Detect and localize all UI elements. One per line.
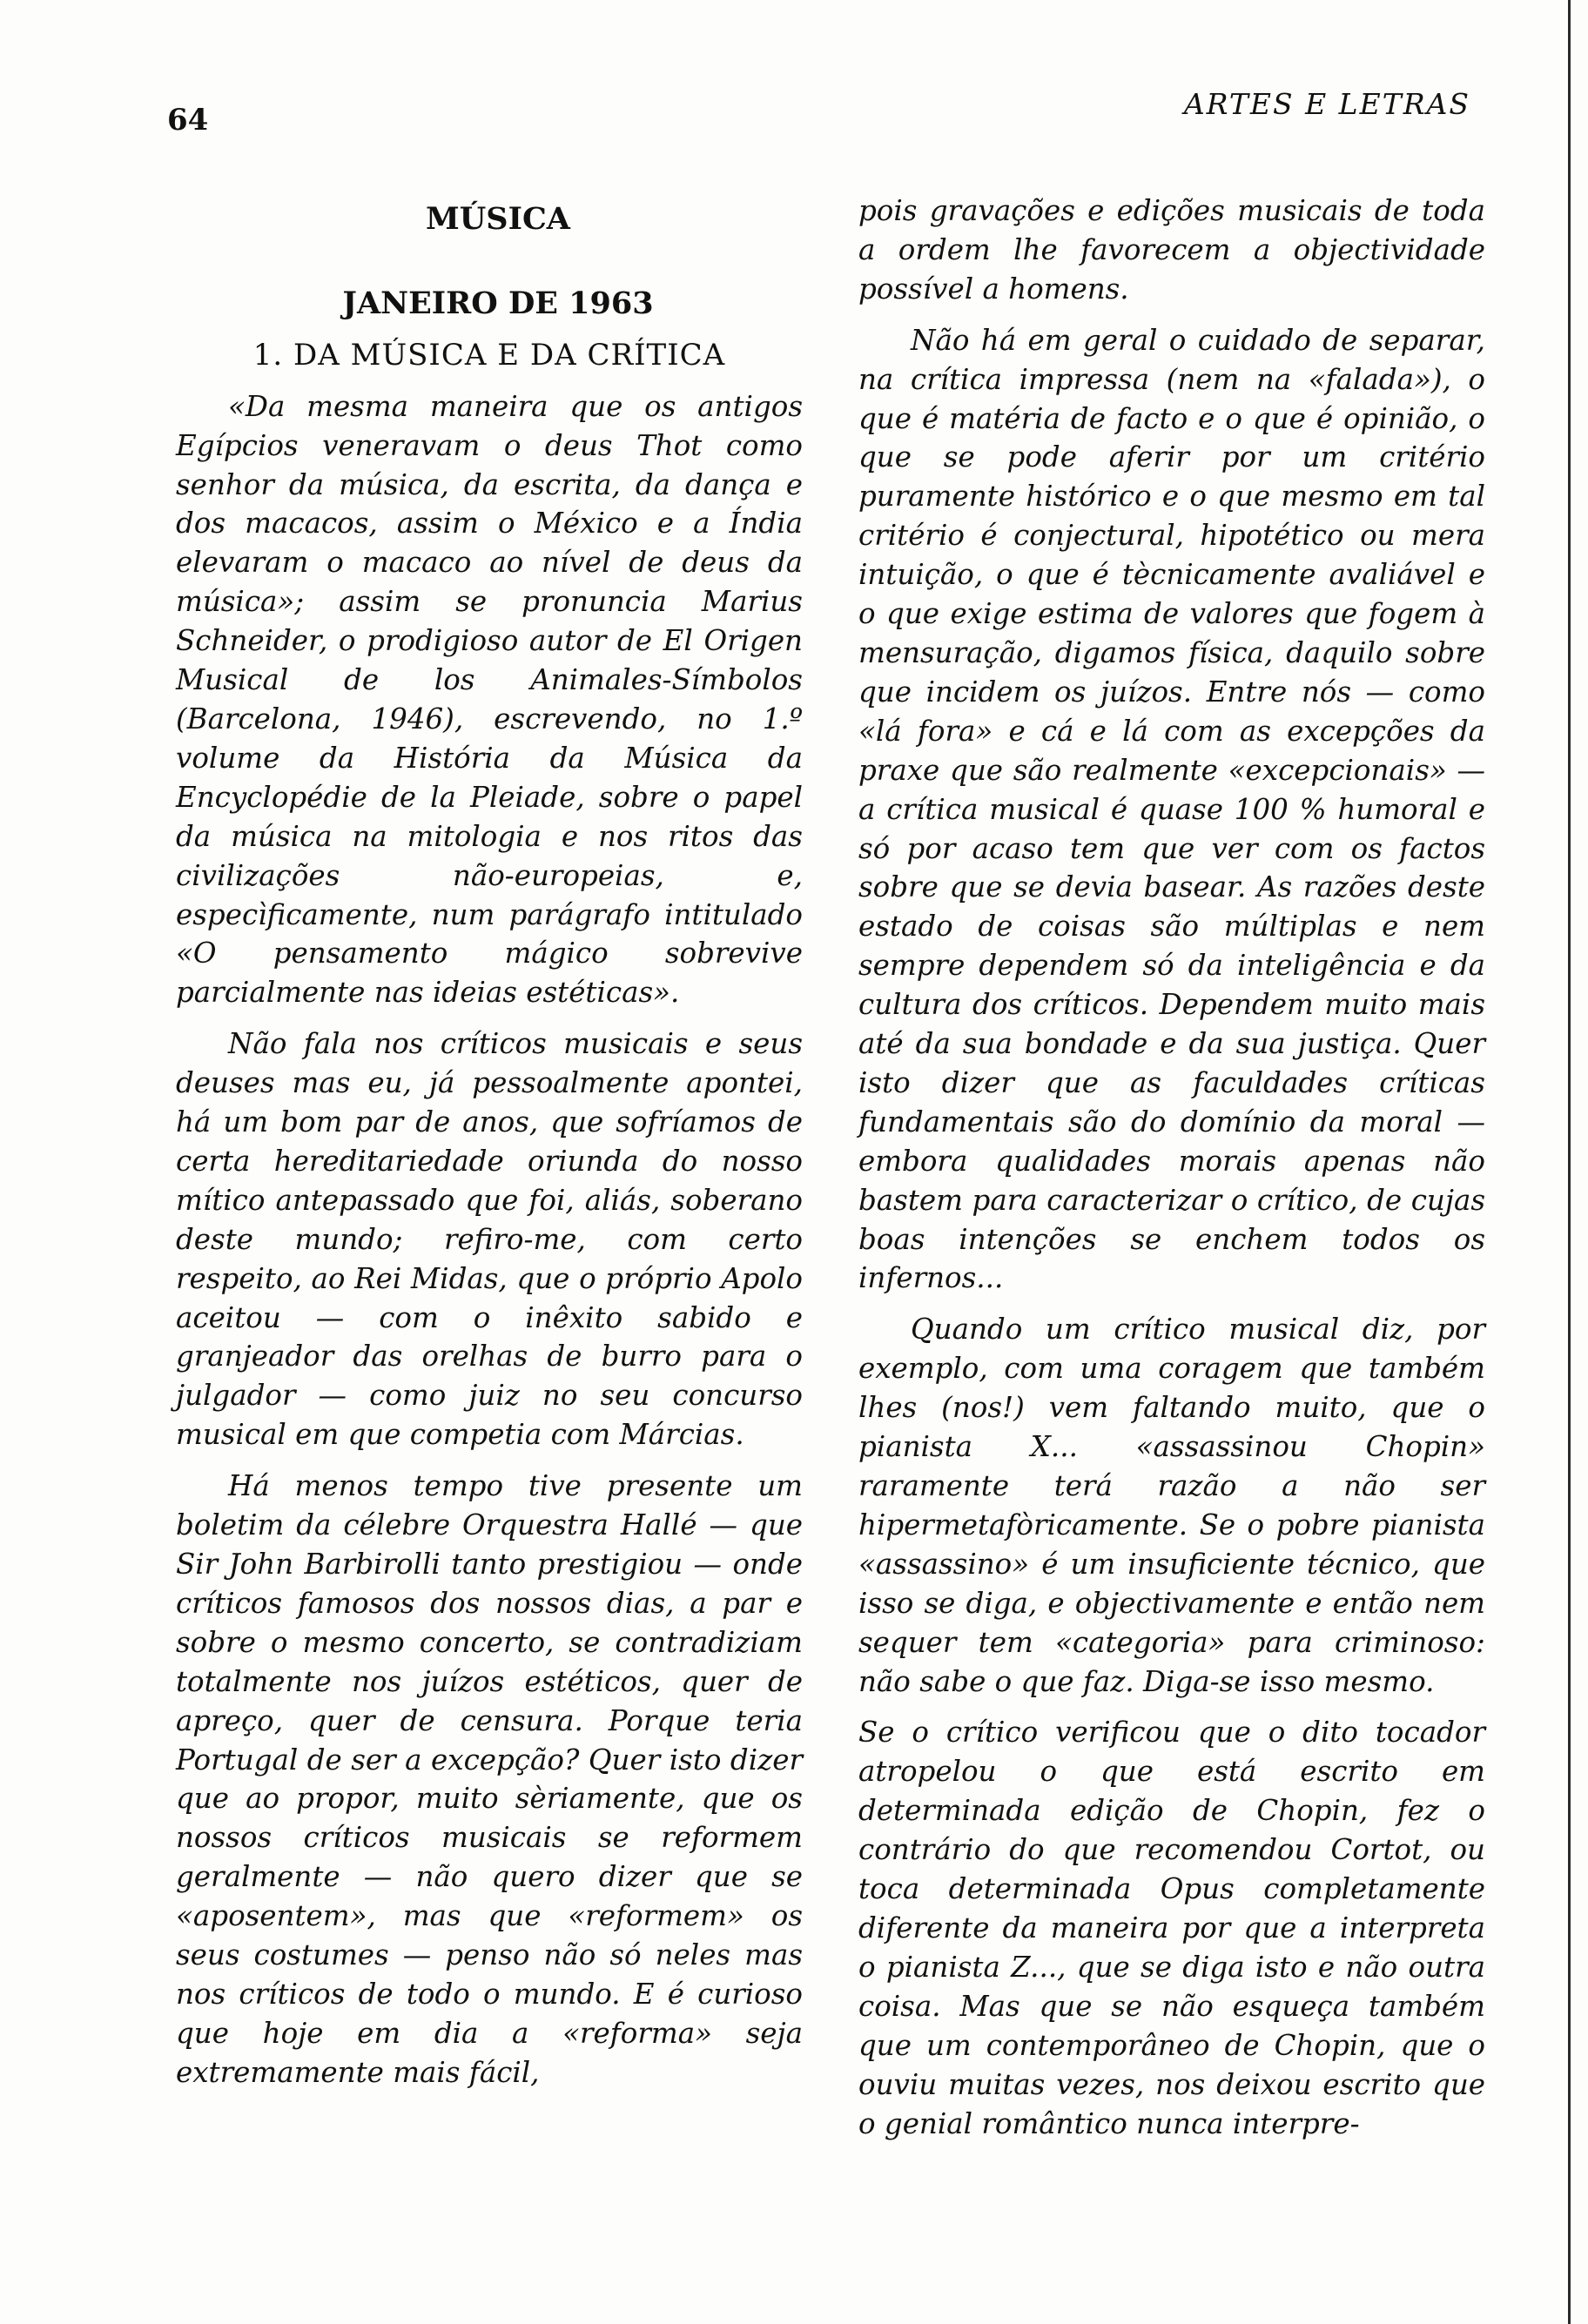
left-column (176, 191, 803, 2092)
page-number: 64 (167, 103, 209, 138)
paragraph: Se o crítico verificou que o dito tocador atropelou o que está escrito em determinada edição de Chopin, fez o contrário do que recomendou Cortot, ou toca determinada Opus completamente diferente da maneira por que a interpreta o pianista Z..., que se diga isto e não outra coisa. Mas que se não esqueça também que um contemporâneo de Chopin, que o ouviu muitas vezes, nos deixou escrito que o genial romântico nunca interpre- (858, 1716, 1485, 2140)
date-title: JANEIRO DE 1963 (342, 285, 654, 321)
paragraph: Não há em geral o cuidado de separar, na crítica impressa (nem na «falada»), o que é matéria de facto e o que é opinião, o que se pode aferir por um critério puramente histórico e o que mesmo em tal critério é conjectural, hipotético ou mera intuição, o que é tècnicamente avaliável e o que exige estima de valores que fogem à mensuração, digamos física, daquilo sobre que incidem os juízos. Entre nós — como «lá fora» e cá e lá com as excepções da praxe que são realmente «excepcionais» — a crítica musical é quase 100 % humoral e só por acaso tem que ver com os factos sobre que se devia basear. As razões deste estado de coisas são múltiplas e nem sempre dependem só da inteligência e da cultura dos críticos. Dependem muito mais até da sua bondade e da sua justiça. Quer isto dizer que as faculdades críticas fundamentais são do domínio da moral — embora qualidades morais apenas não bastem para caracterizar o crítico, de cujas boas intenções se enchem todos os infernos... (858, 323, 1485, 1295)
page-edge-line (1568, 0, 1571, 2324)
paragraph: Não fala nos críticos musicais e seus deuses mas eu, já pessoalmente apontei, há um bom par de anos, que sofríamos de certa hereditariedade oriunda do nosso mítico antepassado que foi, aliás, soberano deste mundo; refiro-me, com certo respeito, ao Rei Midas, que o próprio Apolo aceitou — com o inêxito sabido e granjeador das orelhas de burro para o julgador — como juiz no seu concurso musical em que competia com Márcias. (176, 1027, 803, 1452)
paragraph: «Da mesma maneira que os antigos Egípcios veneravam o deus Thot como senhor da música, da escrita, da dança e dos macacos, assim o México e a Índia elevaram o macaco ao nível de deus da música»; assim se pronuncia Marius Schneider, o prodigioso autor de El Origen Musical de los Animales-Símbolos (Barcelona, 1946), escrevendo, no 1.º volume da História da Música da Encyclopédie de la Pleiade, sobre o papel da música na mitologia e nos ritos das civilizações não-europeias, e, especìficamente, num parágrafo intitulado «O pensamento mágico sobrevive parcialmente nas ideias estéticas». (176, 389, 803, 1010)
running-title: ARTES E LETRAS (1183, 87, 1470, 121)
chapter-title: 1. DA MÚSICA E DA CRÍTICA (252, 337, 726, 373)
section-title: MÚSICA (426, 201, 570, 237)
paragraph: pois gravações e edições musicais de toda a ordem lhe favorecem a objectividade possível a homens. (858, 194, 1485, 306)
paragraph: Quando um crítico musical diz, por exemplo, com uma coragem que também lhes (nos!) vem faltando muito, que o pianista X... «assassinou Chopin» raramente terá razão a não ser hipermetafòricamente. Se o pobre pianista «assassino» é um insuficiente técnico, que isso se diga, e objectivamente e então nem sequer tem «categoria» para criminoso: não sabe o que faz. Diga-se isso mesmo. (858, 1313, 1485, 1698)
paragraph: Há menos tempo tive presente um boletim da célebre Orquestra Hallé — que Sir John Barbirolli tanto prestigiou — onde críticos famosos dos nossos dias, a par e sobre o mesmo concerto, se contradiziam totalmente nos juízos estéticos, quer de apreço, quer de censura. Porque teria Portugal de ser a excepção? Quer isto dizer que ao propor, muito sèriamente, que os nossos críticos musicais se reformem geralmente — não quero dizer que se «aposentem», mas que «reformem» os seus costumes — penso não só neles mas nos críticos de todo o mundo. E é curioso que hoje em dia a «reforma» seja extremamente mais fácil, (176, 1469, 803, 2089)
right-column (858, 191, 1485, 2143)
